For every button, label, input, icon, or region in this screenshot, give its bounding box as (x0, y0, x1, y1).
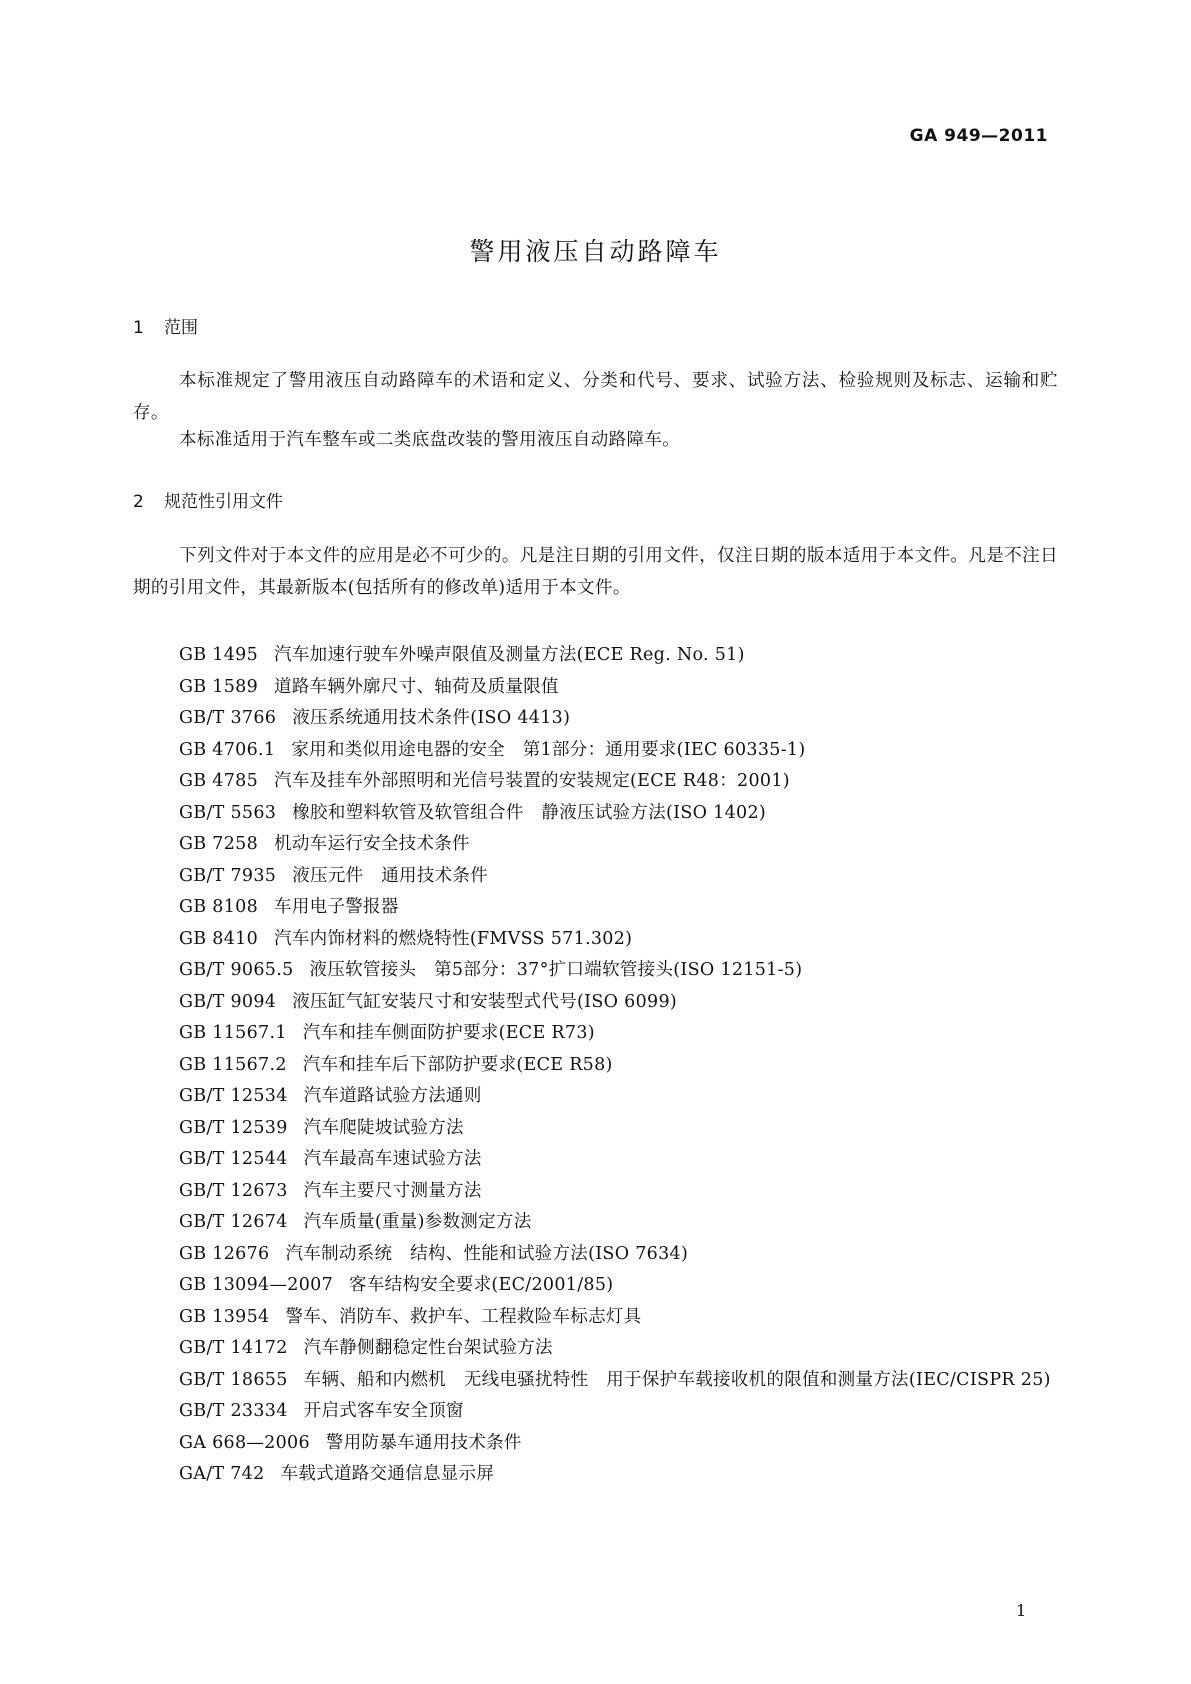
reference-code: GB 8410 (179, 928, 259, 949)
reference-item (133, 1459, 1058, 1491)
reference-code: GB 11567.2 (179, 1054, 287, 1075)
section-heading-scope (133, 313, 198, 338)
reference-item (133, 1428, 1058, 1460)
reference-title: 汽车道路试验方法通则 (303, 1086, 482, 1106)
reference-code: GB/T 12534 (179, 1086, 288, 1106)
reference-code: GB 4785 (179, 771, 259, 791)
reference-item (133, 798, 1058, 830)
reference-item (133, 861, 1058, 893)
reference-title: 液压元件 通用技术条件 (292, 865, 489, 886)
reference-title: 液压软管接头 第5部分：37°扩口端软管接头(ISO 12151-5) (309, 960, 803, 980)
section-title: 规范性引用文件 (164, 492, 283, 512)
reference-title: 汽车最高车速试验方法 (303, 1149, 482, 1169)
scope-paragraph-1: 本标准规定了警用液压自动路障车的术语和定义、分类和代号、要求、试验方法、检验规则及标志、运输和贮存。 (133, 371, 1058, 423)
reference-code: GB 1589 (179, 676, 259, 697)
reference-item (133, 1081, 1058, 1113)
reference-title: 警车、消防车、救护车、工程救险车标志灯具 (285, 1306, 642, 1327)
reference-title: 橡胶和塑料软管及软管组合件 静液压试验方法(ISO 1402) (292, 802, 767, 823)
reference-code: GB 12676 (179, 1243, 270, 1264)
reference-code: GB/T 12544 (179, 1149, 288, 1169)
reference-title: 汽车主要尺寸测量方法 (303, 1180, 482, 1201)
reference-code: GB/T 12539 (179, 1117, 288, 1138)
reference-item (133, 1207, 1058, 1239)
reference-item (133, 640, 1058, 672)
document-title: 警用液压自动路障车 (469, 237, 722, 266)
reference-title: 车用电子警报器 (274, 897, 399, 917)
reference-list (133, 640, 1058, 1491)
reference-title: 汽车和挂车后下部防护要求(ECE R58) (302, 1054, 613, 1075)
reference-code: GA/T 742 (179, 1464, 265, 1484)
reference-title: 汽车内饰材料的燃烧特性(FMVSS 571.302) (274, 928, 633, 949)
reference-item (133, 1239, 1058, 1271)
reference-title: 机动车运行安全技术条件 (274, 834, 470, 854)
reference-title: 车辆、船和内燃机 无线电骚扰特性 用于保护车载接收机的限值和测量方法(IEC/CISPR 25) (303, 1369, 1051, 1390)
reference-item (133, 987, 1058, 1019)
section-heading-normative-references (133, 487, 283, 512)
reference-code: GB 1495 (179, 645, 259, 665)
reference-title: 液压系统通用技术条件(ISO 4413) (292, 708, 571, 728)
reference-title: 家用和类似用途电器的安全 第1部分：通用要求(IEC 60335-1) (291, 739, 806, 760)
reference-item (133, 1018, 1058, 1050)
reference-item (133, 1050, 1058, 1082)
reference-item (133, 1365, 1058, 1397)
reference-title: 汽车加速行驶车外噪声限值及测量方法(ECE Reg. No. 51) (274, 645, 745, 665)
reference-item (133, 924, 1058, 956)
section-title: 范围 (164, 318, 198, 338)
section-number: 1 (133, 318, 144, 338)
reference-item (133, 766, 1058, 798)
reference-code: GB 13094—2007 (179, 1275, 334, 1295)
reference-title: 汽车质量(重量)参数测定方法 (303, 1212, 532, 1232)
reference-code: GB/T 9065.5 (179, 960, 294, 980)
reference-item (133, 1396, 1058, 1428)
page-number: 1 (1016, 1601, 1027, 1620)
reference-item (133, 703, 1058, 735)
reference-code: GB 8108 (179, 897, 259, 917)
reference-item (133, 1270, 1058, 1302)
reference-item (133, 1144, 1058, 1176)
reference-code: GB/T 7935 (179, 865, 277, 886)
reference-title: 汽车静侧翻稳定性台架试验方法 (303, 1338, 553, 1358)
reference-item (133, 1176, 1058, 1208)
reference-item (133, 1113, 1058, 1145)
scope-paragraph-2: 本标准适用于汽车整车或二类底盘改装的警用液压自动路障车。 (179, 430, 681, 450)
standard-code-header: GA 949—2011 (909, 126, 1048, 146)
reference-title: 汽车及挂车外部照明和光信号装置的安装规定(ECE R48：2001) (274, 771, 790, 791)
reference-code: GB/T 9094 (179, 991, 277, 1012)
reference-code: GB/T 12673 (179, 1180, 288, 1201)
reference-title: 汽车制动系统 结构、性能和试验方法(ISO 7634) (285, 1243, 689, 1264)
reference-code: GB/T 14172 (179, 1338, 288, 1358)
reference-code: GB/T 3766 (179, 708, 277, 728)
reference-title: 车载式道路交通信息显示屏 (280, 1464, 495, 1484)
reference-item (133, 829, 1058, 861)
reference-code: GB/T 12674 (179, 1212, 288, 1232)
reference-item (133, 672, 1058, 704)
reference-item (133, 735, 1058, 767)
reference-title: 客车结构安全要求(EC/2001/85) (349, 1275, 614, 1295)
reference-code: GA 668—2006 (179, 1432, 310, 1453)
reference-code: GB 7258 (179, 834, 259, 854)
section-number: 2 (133, 492, 144, 512)
reference-code: GB 11567.1 (179, 1023, 287, 1043)
reference-item (133, 955, 1058, 987)
references-intro-paragraph: 下列文件对于本文件的应用是必不可少的。凡是注日期的引用文件，仅注日期的版本适用于本文件。凡是不注日期的引用文件，其最新版本(包括所有的修改单)适用于本文件。 (133, 546, 1058, 598)
reference-item (133, 892, 1058, 924)
reference-title: 液压缸气缸安装尺寸和安装型式代号(ISO 6099) (292, 991, 678, 1012)
reference-title: 汽车和挂车侧面防护要求(ECE R73) (302, 1023, 595, 1043)
reference-item (133, 1302, 1058, 1334)
reference-code: GB/T 23334 (179, 1401, 288, 1421)
reference-title: 汽车爬陡坡试验方法 (303, 1117, 464, 1138)
reference-code: GB/T 5563 (179, 802, 277, 823)
reference-title: 道路车辆外廓尺寸、轴荷及质量限值 (274, 676, 559, 697)
reference-code: GB 13954 (179, 1306, 270, 1327)
reference-item (133, 1333, 1058, 1365)
reference-title: 开启式客车安全顶窗 (303, 1401, 464, 1421)
reference-code: GB 4706.1 (179, 739, 276, 760)
reference-title: 警用防暴车通用技术条件 (325, 1432, 522, 1453)
reference-code: GB/T 18655 (179, 1369, 288, 1390)
